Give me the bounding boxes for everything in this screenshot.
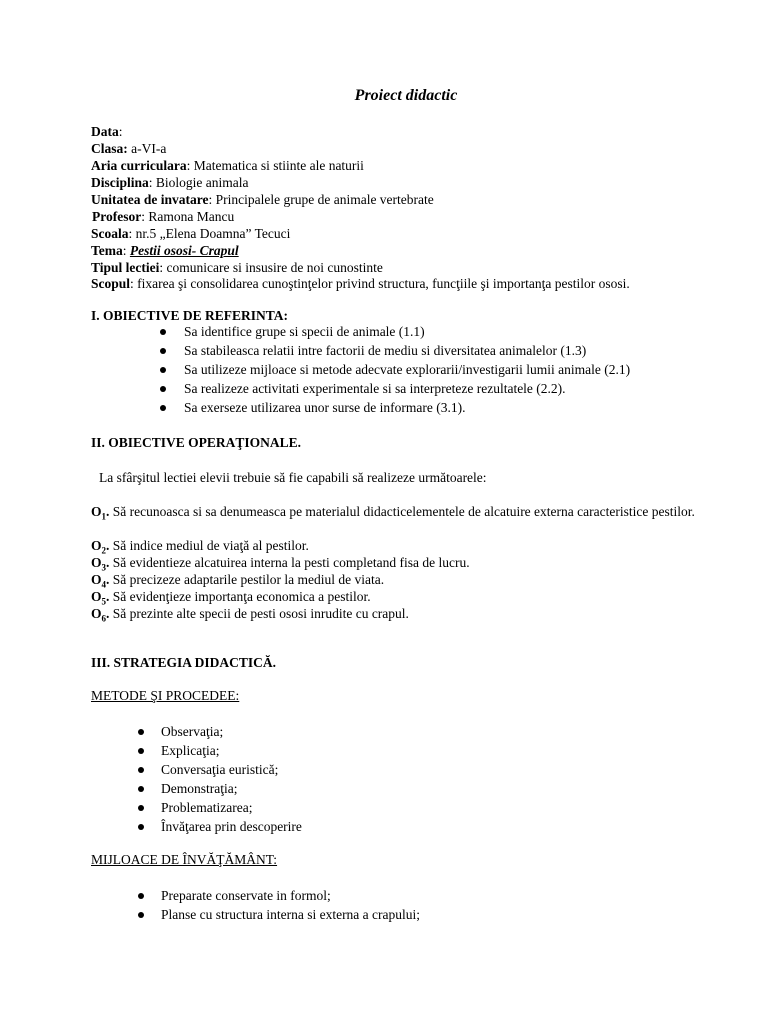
- objectives-list: [184, 322, 630, 417]
- field-label: Clasa:: [91, 141, 128, 156]
- field-profesor: [92, 208, 234, 225]
- objective-o5: $O_5$. Să evidenţieze importanţa economica a pestilor.: [91, 589, 371, 607]
- field-data: [91, 123, 123, 140]
- objective-o1: $O_1$. Să recunoasca si sa denumeasca pe materialul didacticelementele de alcatuire externa caracteristice pestilor.: [91, 504, 695, 522]
- objective-o2: $O_2$. Să indice mediul de viaţă al pestilor.: [91, 538, 309, 556]
- section-heading-strategy: III. STRATEGIA DIDACTICĂ.: [91, 655, 277, 670]
- field-label: Aria curriculara: [91, 158, 187, 173]
- field-label: Disciplina: [91, 175, 149, 190]
- objective-o4: $O_4$. Să precizeze adaptarile pestilor la mediul de viata.: [91, 572, 385, 590]
- field-tema: [91, 242, 239, 259]
- list-item: Sa utilizeze mijloace si metode adecvate explorarii/investigarii lumii animale (2.1): [184, 362, 631, 377]
- field-value: : fixarea şi consolidarea cunoştinţelor privind structura, funcţiile şi importanţa pestilor ososi.: [130, 276, 630, 291]
- objective-o6: $O_6$. Să prezinte alte specii de pesti ososi inrudite cu crapul.: [91, 606, 409, 624]
- field-unitatea: [91, 191, 434, 208]
- methods-heading: METODE ŞI PROCEDEE:: [91, 688, 240, 703]
- list-item: Conversaţia euristică;: [161, 760, 302, 779]
- field-value: : Matematica si stiinte ale naturii: [186, 158, 364, 173]
- list-item: Planse cu structura interna si externa a crapului;: [161, 907, 421, 922]
- list-item: Sa stabileasca relatii intre factorii de mediu si diversitatea animalelor (1.3): [184, 341, 630, 360]
- field-value: :: [118, 124, 123, 139]
- list-item: Explicaţia;: [161, 741, 302, 760]
- document-title: Proiect didactic: [354, 87, 458, 104]
- list-item: Învăţarea prin descoperire: [161, 819, 302, 834]
- section-heading-operational: II. OBIECTIVE OPERAŢIONALE.: [91, 435, 302, 450]
- field-tipul: [91, 259, 383, 276]
- field-label: Tema: [91, 243, 123, 258]
- objective-o3: $O_3$. Să evidentieze alcatuirea interna la pesti completand fisa de lucru.: [91, 555, 470, 573]
- field-label: Scoala: [91, 226, 129, 241]
- field-label: Unitatea de invatare: [91, 192, 209, 207]
- field-clasa: [91, 140, 166, 157]
- field-value: : Ramona Mancu: [141, 209, 235, 224]
- list-item: Demonstraţia;: [161, 779, 302, 798]
- field-value: : Principalele grupe de animale vertebrate: [208, 192, 434, 207]
- field-label: Profesor: [92, 209, 142, 224]
- field-disciplina: [91, 174, 249, 191]
- list-item: Sa exerseze utilizarea unor surse de informare (3.1).: [184, 398, 630, 417]
- field-aria: [91, 157, 364, 174]
- field-label: Tipul lectiei: [91, 260, 160, 275]
- lesson-topic: Pestii ososi- Crapul: [129, 243, 239, 258]
- section-heading-objectives: I. OBIECTIVE DE REFERINTA:: [91, 308, 289, 323]
- list-item: Sa identifice grupe si specii de animale (1.1): [184, 322, 630, 341]
- means-heading: MIJLOACE DE ÎNVĂŢĂMÂNT:: [91, 852, 278, 867]
- field-value: : comunicare si insusire de noi cunostinte: [159, 260, 383, 275]
- field-label: Scopul: [91, 276, 131, 291]
- methods-list: [161, 722, 302, 836]
- field-scoala: [91, 225, 290, 242]
- field-scopul: [91, 275, 630, 292]
- means-list: [161, 886, 420, 924]
- list-item: Observaţia;: [161, 722, 302, 741]
- field-value: a-VI-a: [127, 141, 167, 156]
- field-label: Data: [91, 124, 119, 139]
- field-colon: :: [122, 243, 130, 258]
- list-item: Problematizarea;: [161, 798, 302, 817]
- field-value: : nr.5 „Elena Doamna” Tecuci: [128, 226, 291, 241]
- field-value: : Biologie animala: [148, 175, 249, 190]
- intro-text: La sfârşitul lectiei elevii trebuie să fie capabili să realizeze următoarele:: [99, 470, 487, 485]
- list-item: Sa realizeze activitati experimentale si sa interpreteze rezultatele (2.2).: [184, 379, 630, 398]
- list-item: Preparate conservate in formol;: [161, 886, 420, 905]
